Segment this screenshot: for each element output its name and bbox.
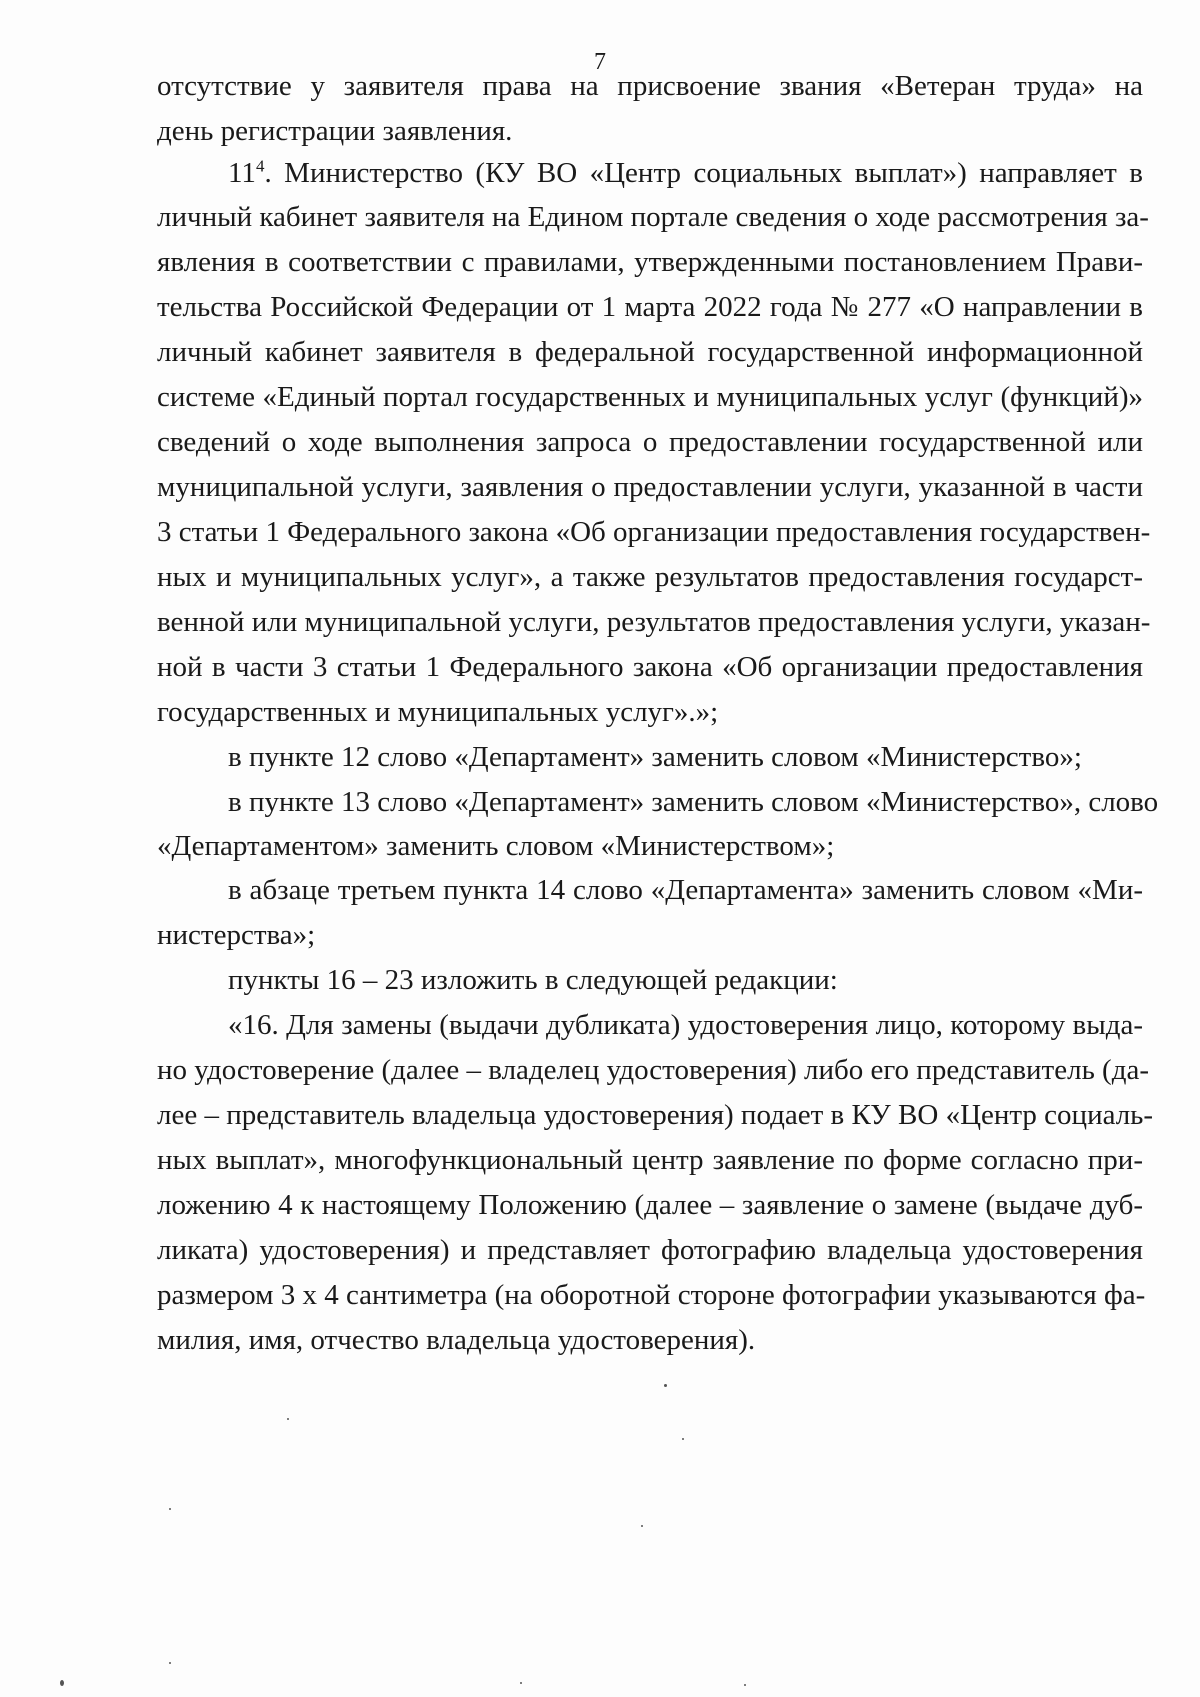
page-number: 7 — [594, 49, 606, 75]
text-line: ной в части 3 статьи 1 Федерального закона «Об организации предоставления — [157, 651, 1143, 683]
text-line-paragraph-11-4 — [228, 155, 1143, 191]
text-line: отсутствие у заявителя права на присвоение звания «Ветеран труда» на — [157, 70, 1143, 102]
scan-speck — [287, 1418, 289, 1420]
text-line: ных и муниципальных услуг», а также результатов предоставления государст- — [157, 561, 1143, 593]
text-line: милия, имя, отчество владельца удостоверения). — [157, 1324, 756, 1356]
scan-speck — [169, 1662, 171, 1664]
text-line: в пункте 12 слово «Департамент» заменить словом «Министерство»; — [228, 741, 1082, 773]
scan-speck — [682, 1438, 684, 1440]
text-line: в абзаце третьем пункта 14 слово «Департамента» заменить словом «Ми- — [228, 874, 1143, 906]
text-line: нистерства»; — [157, 919, 316, 951]
text-line: личный кабинет заявителя на Едином портале сведения о ходе рассмотрения за- — [157, 201, 1149, 233]
scan-speck — [169, 1508, 171, 1510]
text-line: день регистрации заявления. — [157, 115, 513, 147]
text-line: ликата) удостоверения) и представляет фотографию владельца удостоверения — [157, 1234, 1143, 1266]
scan-speck — [664, 1384, 667, 1387]
text-line: ных выплат», многофункциональный центр заявление по форме согласно при- — [157, 1144, 1143, 1176]
text-line: системе «Единый портал государственных и муниципальных услуг (функций)» — [157, 381, 1143, 413]
text-line: личный кабинет заявителя в федеральной государственной информационной — [157, 336, 1143, 368]
text-line: сведений о ходе выполнения запроса о предоставлении государственной или — [157, 426, 1143, 458]
text-line: венной или муниципальной услуги, результатов предоставления услуги, указан- — [157, 606, 1151, 638]
text-line: но удостоверение (далее – владелец удостоверения) либо его представитель (да- — [157, 1054, 1149, 1086]
text-line: муниципальной услуги, заявления о предоставлении услуги, указанной в части — [157, 471, 1143, 503]
text-line: «16. Для замены (выдачи дубликата) удостоверения лицо, которому выда- — [228, 1009, 1143, 1041]
text-line: ложению 4 к настоящему Положению (далее – заявление о замене (выдаче дуб- — [157, 1189, 1143, 1221]
scan-speck — [60, 1680, 64, 1686]
paragraph-number: 11 — [228, 157, 256, 189]
text-line: государственных и муниципальных услуг».»; — [157, 696, 719, 728]
text-line: пункты 16 – 23 изложить в следующей редакции: — [228, 964, 838, 996]
text-line: тельства Российской Федерации от 1 марта 2022 года № 277 «О направлении в — [157, 291, 1143, 323]
scan-speck — [520, 1682, 522, 1684]
text-line: «Департаментом» заменить словом «Министерством»; — [157, 830, 835, 862]
text-line: в пункте 13 слово «Департамент» заменить словом «Министерство», слово — [228, 786, 1159, 818]
scan-speck — [744, 1684, 746, 1686]
text-line: лее – представитель владельца удостоверения) подает в КУ ВО «Центр социаль- — [157, 1099, 1154, 1131]
text-line: 3 статьи 1 Федерального закона «Об организации предоставления государствен- — [157, 516, 1151, 548]
paragraph-number-superscript: 4 — [255, 156, 265, 176]
scan-speck — [641, 1525, 643, 1527]
text-line: размером 3 х 4 сантиметра (на оборотной стороне фотографии указываются фа- — [157, 1279, 1146, 1311]
text-line: явления в соответствии с правилами, утвержденными постановлением Прави- — [157, 246, 1143, 278]
paragraph-text: . Министерство (КУ ВО «Центр социальных выплат») направляет в — [264, 157, 1143, 189]
